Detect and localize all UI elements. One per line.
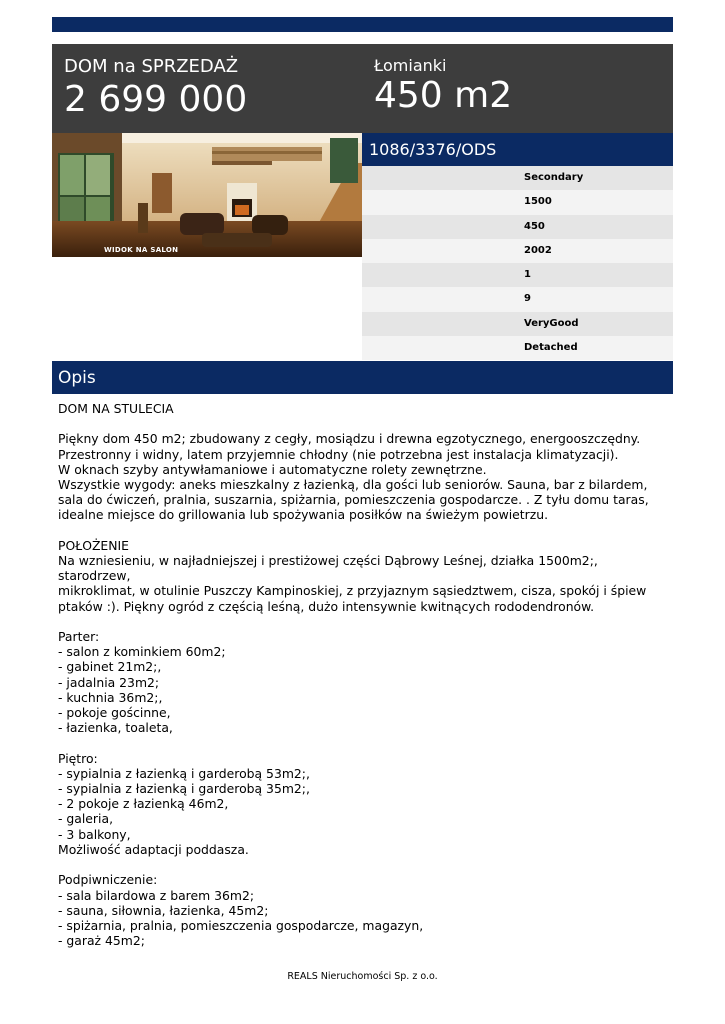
reference-bar — [362, 133, 673, 166]
detail-row: 450 — [362, 215, 673, 239]
photo-caption: WIDOK NA SALON — [104, 246, 179, 254]
header-right — [374, 56, 512, 116]
reference-number: 1086/3376/ODS — [369, 140, 497, 159]
detail-row: 1500 — [362, 190, 673, 214]
details-table — [362, 166, 673, 360]
detail-row: Detached — [362, 336, 673, 360]
section-title: Opis — [58, 368, 96, 388]
detail-row: 9 — [362, 287, 673, 311]
city: Łomianki — [374, 56, 447, 75]
detail-row: 2002 — [362, 239, 673, 263]
price: 2 699 000 — [64, 79, 248, 120]
header-left — [64, 56, 247, 120]
listing-header — [52, 44, 673, 133]
description-header — [52, 361, 673, 394]
area: 450 m2 — [374, 75, 513, 116]
living-room-image — [52, 133, 362, 257]
detail-row: Secondary — [362, 166, 673, 190]
footer-company: REALS Nieruchomości Sp. z o.o. — [287, 971, 438, 982]
detail-row: 1 — [362, 263, 673, 287]
top-accent-bar — [52, 17, 673, 32]
description-text: DOM NA STULECIA Piękny dom 450 m2; zbudowany z cegły, mosiądzu i drewna egzotycznego, energooszczędny. Przestronny i widny, latem przyjemnie chłodny (nie potrzebna jest instalacja klimatyzacji). W oknach szyby antywłamaniowe i automatyczne rolety zewnętrzne. Wszystkie wygody: aneks mieszkalny z łazienką, dla gości lub seniorów. Sauna, bar z bilardem, sala do ćwiczeń, pralnia, suszarnia, spiżarnia, pomieszczenia gospodarcze. . Z tyłu domu taras, idealne miejsce do grillowania lub spożywania posiłków na świeżym powietrzu. POŁOŻENIE Na wzniesieniu, w najładniejszej i prestiżowej części Dąbrowy Leśnej, działka 1500m2;, starodrzew, mikroklimat, w otulinie Puszczy Kampinoskiej, z przyjaznym sąsiedztwem, cisza, spokój i śpiew ptaków :). Piękny ogród z częścią leśną, dużo intensywnie kwitnących rododendronów. Parter: - salon z kominkiem 60m2; - gabinet 21m2;, - jadalnia 23m2; - kuchnia 36m2;, - pokoje gościnne, - łazienka, toaleta, Piętro: - sypialnia z łazienką i garderobą 53m2;, - sypialnia z łazienką i garderobą 35m2;, - 2 pokoje z łazienką 46m2, - galeria, - 3 balkony, Możliwość adaptacji poddasza. Podpiwniczenie: - sala bilardowa z barem 36m2; - sauna, siłownia, łazienka, 45m2; - spiżarnia, pralnia, pomieszczenia gospodarcze, magazyn, - garaż 45m2; — [58, 401, 649, 949]
property-type: DOM na SPRZEDAŻ — [64, 56, 239, 77]
property-photo — [52, 133, 362, 257]
detail-row: VeryGood — [362, 312, 673, 336]
